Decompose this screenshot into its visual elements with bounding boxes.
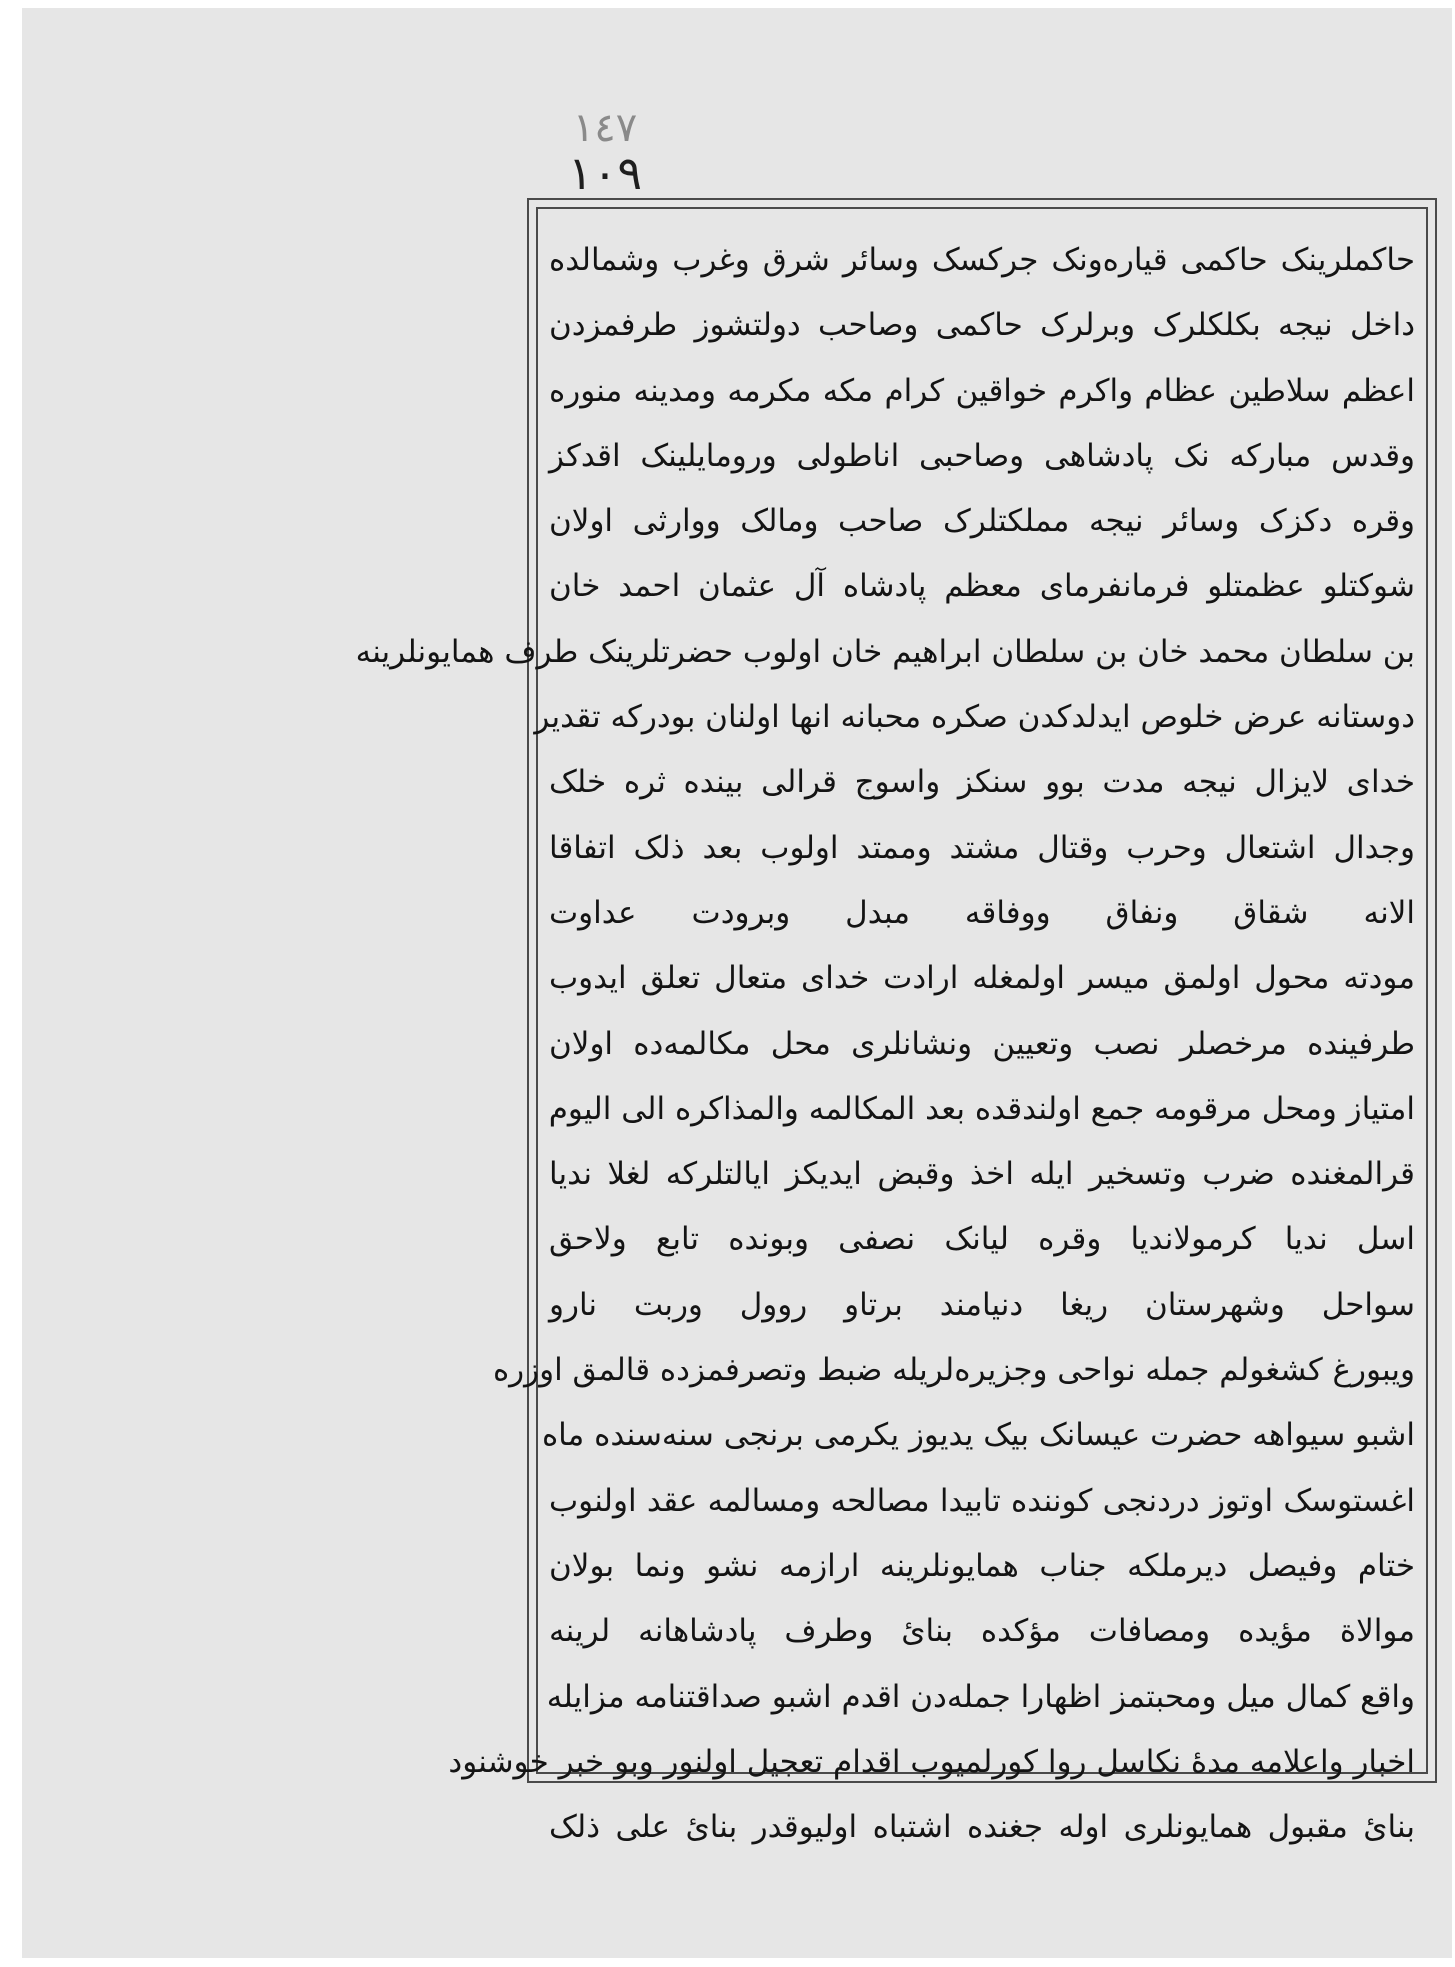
manuscript-line: وقره دکزک وسائر نیجه مملکتلرک صاحب ومالک ووارثی اولان [549,503,1415,540]
manuscript-line: اسل ندیا کرمولاندیا وقره لیانک نصفی وبونده تابع ولاحق [549,1221,1415,1258]
manuscript-line: دوستانه عرض خلوص ایدلدکدن صکره محبانه انها اولنان بودرکه تقدیر [534,699,1415,736]
manuscript-line: اخبار واعلامه مدهٔ نکاسل روا کورلمیوب اقدام تعجیل اولنور وبو خبر خوشنود [448,1743,1415,1780]
manuscript-line: طرفینده مرخصلر نصب وتعیین ونشانلری محل مکالمه‌ده اولان [549,1025,1415,1062]
manuscript-line: اشبو سیواهه حضرت عیسانک بیک یدیوز یکرمی برنجی سنه‌سنده ماه [541,1417,1415,1454]
folio-numbers [550,105,660,200]
manuscript-line: ویبورغ کشغولم جمله نواحی وجزیره‌لریله ضبط وتصرفمزده قالمق اوزره [492,1352,1415,1389]
old-folio-number: ١٤٧ [572,105,638,151]
manuscript-page [22,8,1452,1958]
folio-number: ١٠٩ [567,146,643,200]
manuscript-line: اعظم سلاطین عظام واکرم خواقین کرام مکه مکرمه ومدینه منوره [549,372,1415,409]
manuscript-line: امتیاز ومحل مرقومه جمع اولندقده بعد المکالمه والمذاکره الی الیوم [548,1090,1415,1127]
manuscript-line: قرالمغنده ضرب وتسخیر ایله اخذ وقبض ایدیکز ایالتلرکه لغلا ندیا [549,1156,1415,1193]
manuscript-line: حاکملرینک حاکمی قیاره‌ونک جرکسک وسائر شرق وغرب وشمالده [549,242,1415,278]
manuscript-text-block [355,228,1415,1860]
manuscript-line: سواحل وشهرستان ریغا دنیامند برتاو روول وربت نارو [549,1286,1415,1323]
manuscript-line: مودته محول اولمق میسر اولمغله ارادت خدای متعال تعلق ایدوب [549,960,1415,997]
manuscript-line: داخل نیجه بکلکلرک وبرلرک حاکمی وصاحب دولتشوز طرفمزدن [549,307,1415,344]
manuscript-line: موالاة مؤیده ومصافات مؤکده بنائ وطرف پادشاهانه لرینه [549,1613,1415,1650]
manuscript-line: وجدال اشتعال وحرب وقتال مشتد وممتد اولوب بعد ذلک اتفاقا [549,829,1415,866]
manuscript-line: ختام وفیصل دیرملکه جناب همایونلرینه ارازمه نشو ونما بولان [549,1547,1415,1584]
manuscript-line: واقع کمال میل ومحبتمز اظهارا جمله‌دن اقدم اشبو صداقتنامه مزایله [546,1678,1415,1715]
manuscript-line: وقدس مبارکه نک پادشاهی وصاحبی اناطولی ورومایلینک اقدکز [549,437,1415,474]
manuscript-line: بن سلطان محمد خان بن سلطان ابراهیم خان اولوب حضرتلرینک طرف همایونلرینه [355,633,1415,670]
text-frame [355,198,1437,1846]
manuscript-line: بنائ مقبول همایونلری اوله جغنده اشتباه اولیوقدر بنائ علی ذلک [549,1809,1415,1846]
manuscript-line: اغستوسک اوتوز دردنجی کوننده تابیدا مصالحه ومسالمه عقد اولنوب [549,1482,1415,1519]
manuscript-line: خدای لایزال نیجه مدت بوو سنکز واسوج قرالی بینده ثره خلک [549,764,1415,801]
manuscript-line: الانه شقاق ونفاق ووفاقه مبدل وبرودت عداوت [549,894,1415,931]
manuscript-line: شوکتلو عظمتلو فرمانفرمای معظم پادشاه آل عثمان احمد خان [549,568,1415,605]
